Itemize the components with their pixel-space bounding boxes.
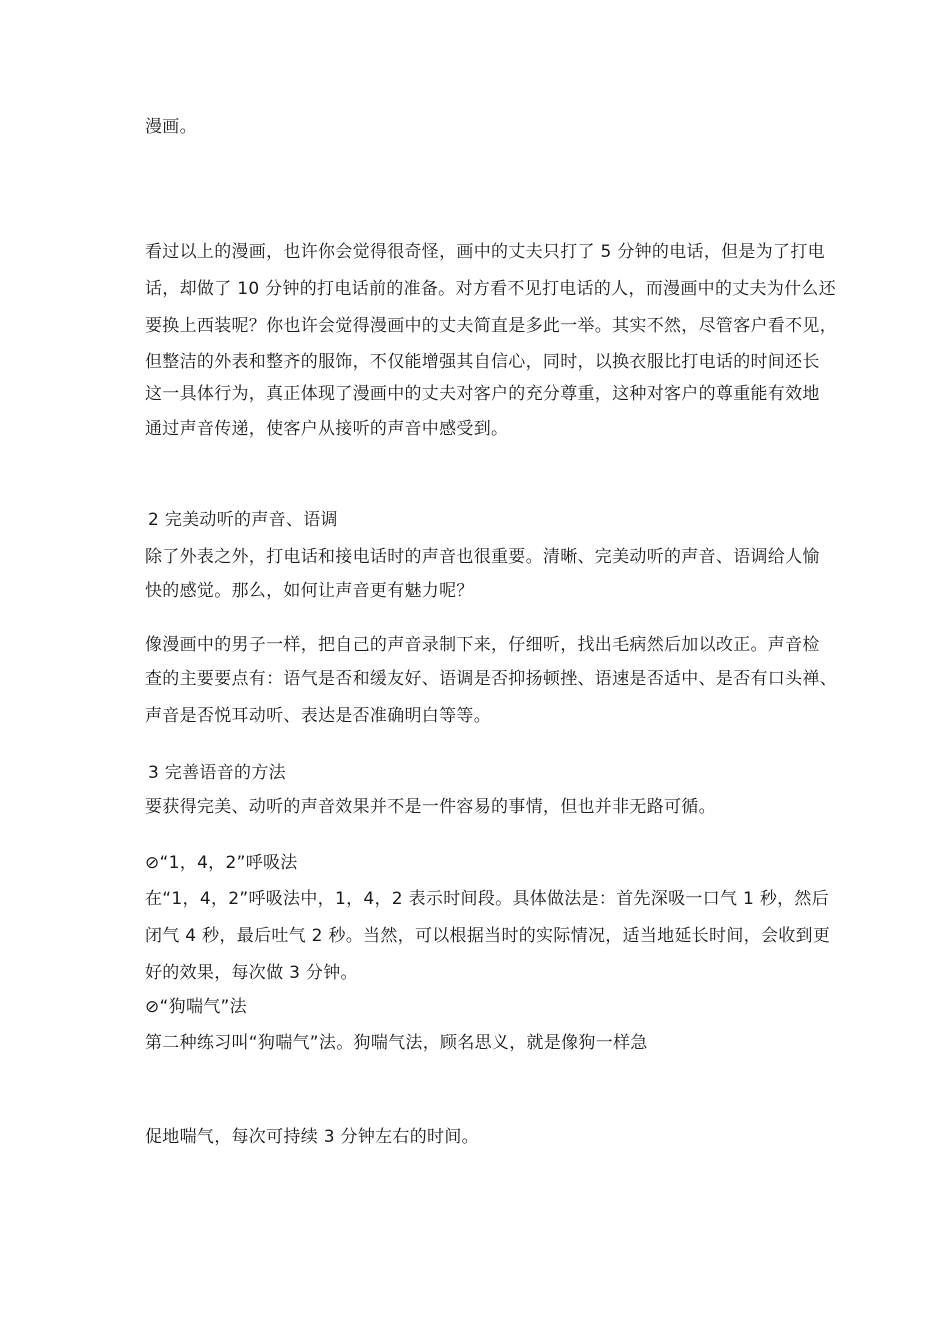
paragraph1-line-5: 这一具体行为，真正体现了漫画中的丈夫对客户的充分尊重，这种对客户的尊重能有效地 [145, 384, 820, 404]
section2-para-b-line-1: 像漫画中的男子一样，把自己的声音录制下来，仔细听，找出毛病然后加以改正。声音检 [145, 635, 820, 655]
method1-line-3: 好的效果，每次做 3 分钟。 [145, 963, 358, 983]
section3-heading: 3 完善语音的方法 [148, 763, 286, 783]
method2-line-1: 第二种练习叫“狗喘气”法。狗喘气法，顾名思义，就是像狗一样急 [145, 1033, 648, 1053]
section2-para-b-line-3: 声音是否悦耳动听、表达是否准确明白等等。 [145, 706, 491, 726]
method2-line-2: 促地喘气，每次可持续 3 分钟左右的时间。 [145, 1127, 479, 1147]
paragraph1-line-4: 但整洁的外表和整齐的服饰，不仅能增强其自信心，同时，以换衣服比打电话的时间还长 [145, 352, 820, 372]
method1-line-1: 在“1，4，2”呼吸法中，1，4，2 表示时间段。具体做法是：首先深吸一口气 1 秒，然后 [145, 889, 830, 909]
section3-intro: 要获得完美、动听的声音效果并不是一件容易的事情，但也并非无路可循。 [145, 797, 716, 817]
intro-line: 漫画。 [145, 117, 197, 137]
section2-para-a-line-2: 快的感觉。那么，如何让声音更有魅力呢？ [145, 581, 474, 601]
paragraph1-line-6: 通过声音传递，使客户从接听的声音中感受到。 [145, 419, 509, 439]
paragraph1-line-1: 看过以上的漫画，也许你会觉得很奇怪，画中的丈夫只打了 5 分钟的电话，但是为了打电 [145, 242, 825, 262]
paragraph1-line-2: 话，却做了 10 分钟的打电话前的准备。对方看不见打电话的人，而漫画中的丈夫为什么还 [145, 279, 837, 299]
method1-line-2: 闭气 4 秒，最后吐气 2 秒。当然，可以根据当时的实际情况，适当地延长时间，会收到更 [145, 926, 831, 946]
paragraph1-line-3: 要换上西装呢？你也许会觉得漫画中的丈夫简直是多此一举。其实不然，尽管客户看不见， [145, 316, 837, 336]
section2-para-b-line-2: 查的主要要点有：语气是否和缓友好、语调是否抑扬顿挫、语速是否适中、是否有口头禅、 [145, 669, 837, 689]
method2-title: ⊘“狗喘气”法 [145, 997, 247, 1017]
method1-title: ⊘“1，4，2”呼吸法 [145, 853, 298, 873]
section2-para-a-line-1: 除了外表之外，打电话和接电话时的声音也很重要。清晰、完美动听的声音、语调给人愉 [145, 547, 820, 567]
section2-heading: 2 完美动听的声音、语调 [148, 510, 338, 530]
